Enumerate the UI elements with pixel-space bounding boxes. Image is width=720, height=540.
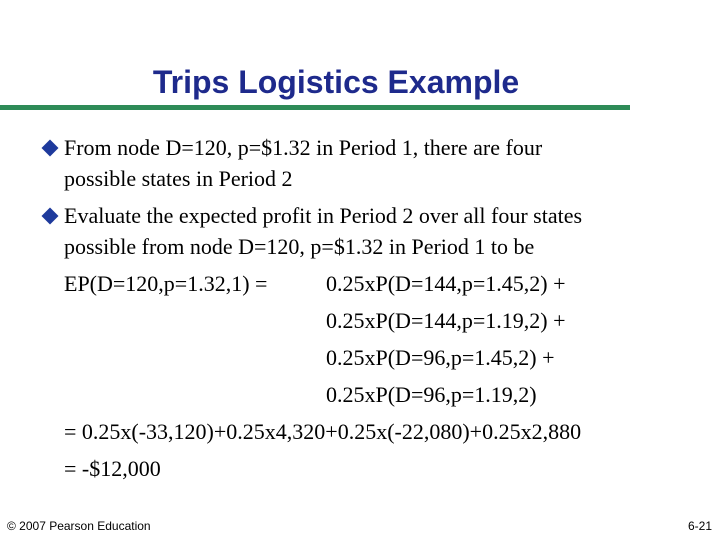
title-underline: [0, 105, 630, 110]
bullet-1-line-1: From node D=120, p=$1.32 in Period 1, there are four: [64, 135, 543, 160]
equation-term-1: 0.25xP(D=144,p=1.45,2) +: [326, 271, 566, 296]
equation-result-line-2: = -$12,000: [64, 456, 161, 481]
footer-copyright: © 2007 Pearson Education: [7, 519, 151, 533]
equation-term-4: 0.25xP(D=96,p=1.19,2): [326, 382, 537, 407]
bullet-2-line-2: possible from node D=120, p=$1.32 in Period 1 to be: [64, 234, 535, 259]
equation-term-2: 0.25xP(D=144,p=1.19,2) +: [326, 308, 566, 333]
slide-title: Trips Logistics Example: [152, 64, 520, 100]
footer-page-number: 6-21: [687, 519, 712, 533]
equation-lhs: EP(D=120,p=1.32,1) =: [64, 271, 268, 296]
bullet-diamond-icon: [42, 140, 59, 157]
equation-term-3: 0.25xP(D=96,p=1.45,2) +: [326, 345, 555, 370]
bullet-1-line-2: possible states in Period 2: [64, 166, 293, 191]
equation-result-line-1: = 0.25x(-33,120)+0.25x4,320+0.25x(-22,080)+0.25x2,880: [64, 419, 582, 444]
bullet-2-line-1: Evaluate the expected profit in Period 2 over all four states: [64, 203, 583, 228]
bullet-diamond-icon: [42, 208, 59, 225]
